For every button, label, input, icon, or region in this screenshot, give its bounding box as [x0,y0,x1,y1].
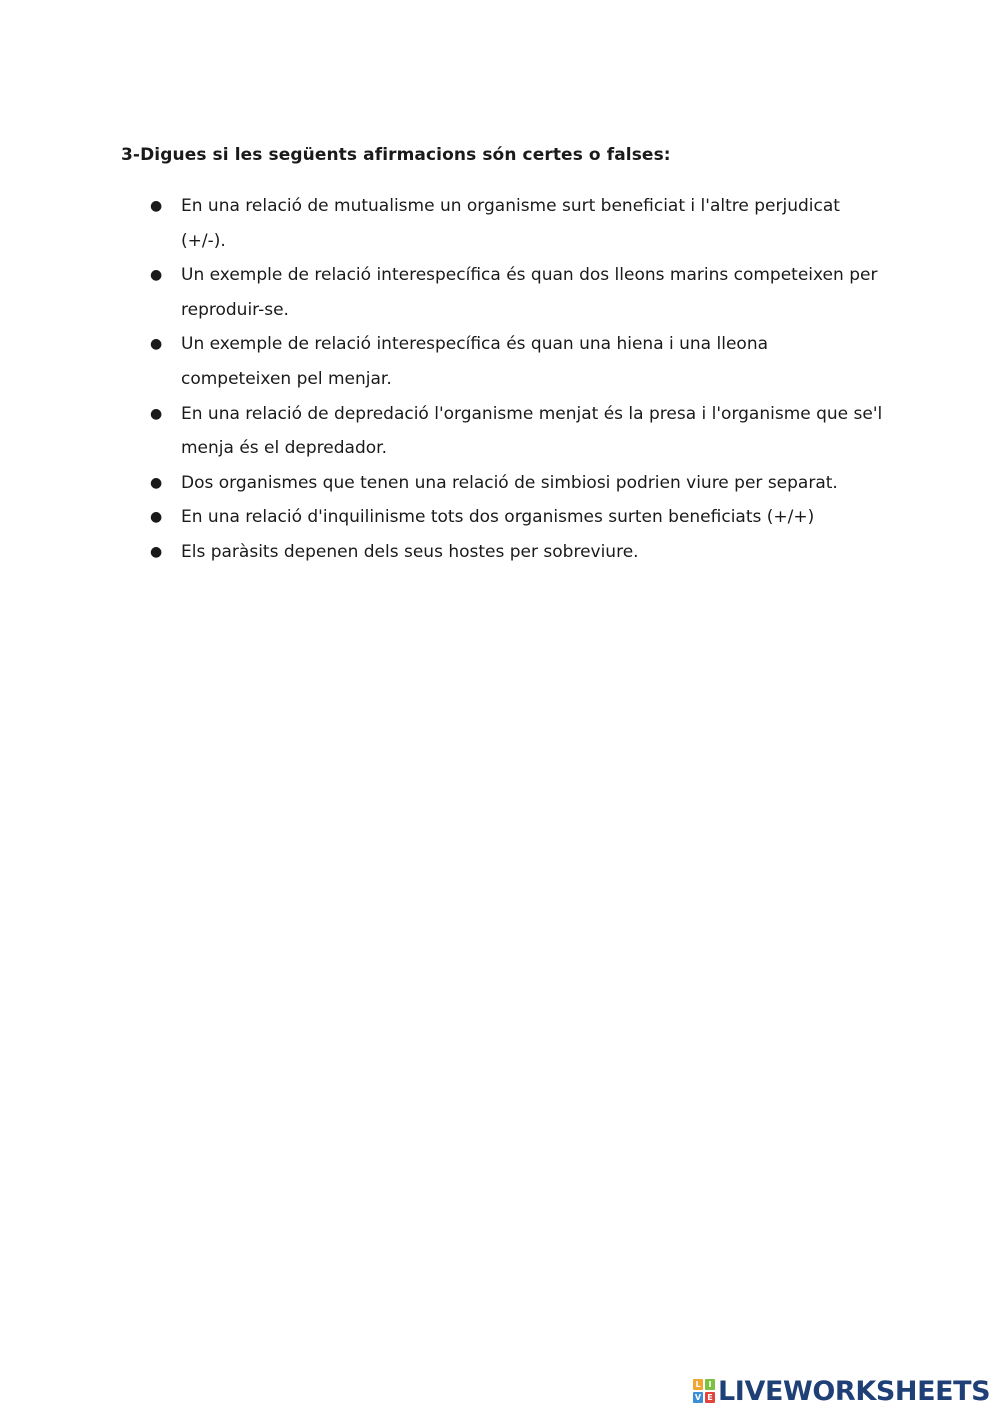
bullet-icon: ● [150,267,163,284]
bullet-icon: ● [150,474,163,491]
liveworksheets-logo [693,1374,990,1408]
statement-item [150,189,890,258]
statement-item [150,397,890,466]
statement-item [150,500,890,535]
statement-text: Un exemple de relació interespecífica és quan una hiena i una lleona competeixen pel menjar. [181,334,769,389]
logo-square: L [693,1379,703,1390]
statement-text: Dos organismes que tenen una relació de simbiosi podrien viure per separat. [181,472,838,493]
bullet-icon: ● [150,509,163,526]
statement-text: En una relació de depredació l'organisme menjat és la presa i l'organisme que se'l menja és el depredador. [181,403,883,459]
statement-text: En una relació d'inquilinisme tots dos organismes surten beneficiats (+/+) [181,507,815,528]
bullet-icon: ● [150,543,163,560]
statement-text: En una relació de mutualisme un organisme surt beneficiat i l'altre perjudicat (+/-). [181,196,840,251]
logo-square: I [705,1379,715,1390]
question-title: 3-Digues si les següents afirmacions són certes o falses: [121,145,671,165]
statement-item [150,466,890,501]
logo-square: E [705,1392,715,1403]
statement-text: Un exemple de relació interespecífica és quan dos lleons marins competeixen per reproduir-se. [181,265,878,320]
logo-mark-icon [693,1379,715,1403]
statement-item [150,258,890,327]
statement-list [150,189,890,570]
statement-item [150,535,890,570]
bullet-icon: ● [150,198,163,214]
logo-square: V [694,1393,702,1402]
logo-text: LIVEWORKSHEETS [718,1375,991,1407]
bullet-icon: ● [150,405,163,422]
statement-item [150,327,890,396]
bullet-icon: ● [150,336,163,353]
statement-text: Els paràsits depenen dels seus hostes per sobreviure. [181,541,639,562]
